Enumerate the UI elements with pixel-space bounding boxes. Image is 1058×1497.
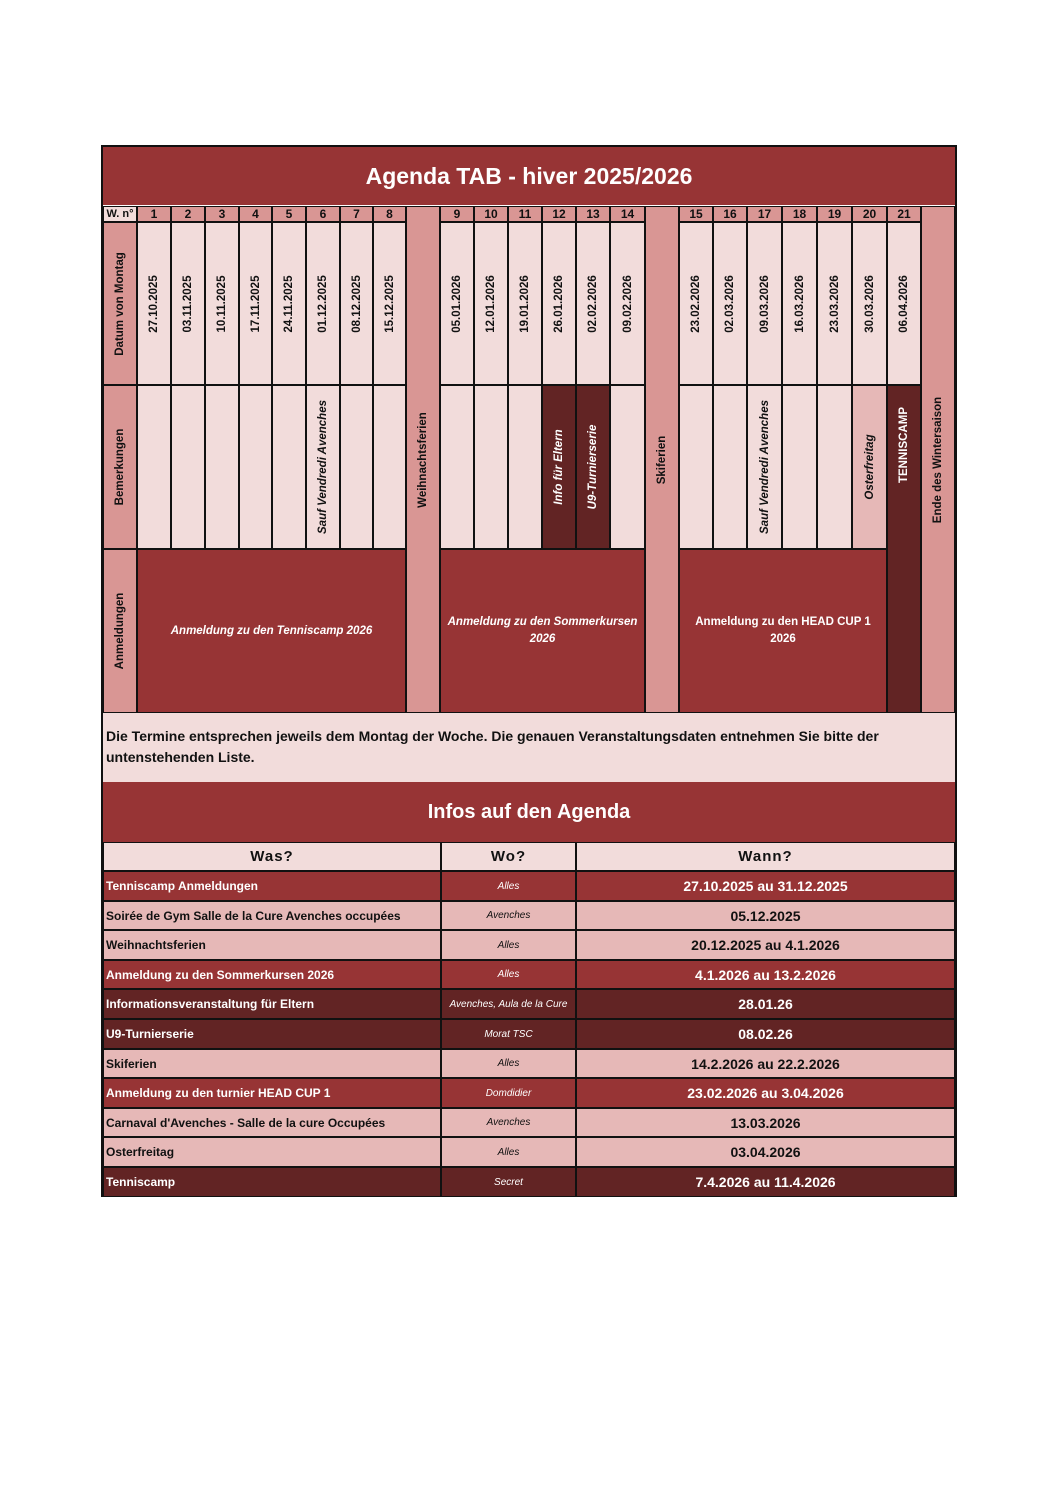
week-date — [239, 222, 272, 385]
info-row-when: 27.10.2025 au 31.12.2025 — [576, 871, 955, 901]
week-remark — [782, 385, 817, 549]
week-date-text: 15.12.2025 — [383, 274, 396, 333]
week-number: 8 — [373, 206, 406, 222]
week-date — [474, 222, 508, 385]
week-date — [171, 222, 205, 385]
date-row-label-text: Datum von Montag — [114, 251, 126, 356]
week-remark — [679, 385, 713, 549]
week-date — [440, 222, 474, 385]
week-number: 6 — [306, 206, 340, 222]
registration-banner: Anmeldung zu den Tenniscamp 2026 — [137, 549, 406, 713]
week-remark — [508, 385, 542, 549]
registration-banner: Anmeldung zu den Sommerkursen 2026 — [440, 549, 645, 713]
registration-banner: Anmeldung zu den HEAD CUP 1 2026 — [679, 549, 887, 713]
week-number: 20 — [852, 206, 887, 222]
week-remark — [474, 385, 508, 549]
week-remark — [610, 385, 645, 549]
col-header-was: Was? — [103, 842, 441, 871]
end-separator — [921, 206, 955, 713]
ski-separator — [645, 206, 679, 713]
week-remark-text: U9-Turnierserie — [587, 424, 599, 510]
week-number: 12 — [542, 206, 576, 222]
week-remark — [713, 385, 747, 549]
week-date-text: 02.03.2026 — [724, 274, 736, 333]
week-date-text: 23.02.2026 — [690, 274, 702, 333]
tenniscamp-text: TENNISCAMP — [898, 406, 910, 483]
week-number: 10 — [474, 206, 508, 222]
week-number: 15 — [679, 206, 713, 222]
week-remark — [340, 385, 373, 549]
week-remark — [373, 385, 406, 549]
info-row-where: Alles — [441, 1049, 576, 1078]
week-date — [373, 222, 406, 385]
info-row-what: Weihnachtsferien — [103, 930, 441, 960]
remarks-row-label — [103, 385, 137, 549]
info-row-when: 05.12.2025 — [576, 901, 955, 930]
week-date — [340, 222, 373, 385]
info-row-where: Alles — [441, 1137, 576, 1167]
week-date — [817, 222, 852, 385]
week-remark — [205, 385, 239, 549]
week-date — [576, 222, 610, 385]
info-row-what: Osterfreitag — [103, 1137, 441, 1167]
week-remark — [171, 385, 205, 549]
week-remark-text: Sauf Vendredi Avenches — [317, 400, 329, 534]
week-date-text: 12.01.2026 — [485, 274, 497, 333]
infos-title: Infos auf den Agenda — [103, 782, 955, 842]
week-date — [508, 222, 542, 385]
week-number: 3 — [205, 206, 239, 222]
tenniscamp-block — [887, 385, 921, 713]
info-row-where: Alles — [441, 960, 576, 989]
week-date — [306, 222, 340, 385]
week-remark — [576, 385, 610, 549]
info-row-where: Avenches — [441, 901, 576, 930]
week-date-text: 23.03.2026 — [828, 274, 841, 333]
week-date-text: 26.01.2026 — [553, 274, 565, 333]
col-header-wo: Wo? — [441, 842, 576, 871]
info-row-what: Carnaval d'Avenches - Salle de la cure Occupées — [103, 1108, 441, 1137]
info-row-where: Morat TSC — [441, 1019, 576, 1049]
week-number: 16 — [713, 206, 747, 222]
week-date — [852, 222, 887, 385]
week-number: 2 — [171, 206, 205, 222]
week-remark — [239, 385, 272, 549]
week-remark-text: Osterfreitag — [863, 434, 876, 500]
week-number: 4 — [239, 206, 272, 222]
week-remark — [852, 385, 887, 549]
week-date-text: 01.12.2025 — [317, 274, 329, 333]
week-remark — [137, 385, 171, 549]
week-remark — [747, 385, 782, 549]
info-row-when: 03.04.2026 — [576, 1137, 955, 1167]
info-row-what: Anmeldung zu den turnier HEAD CUP 1 — [103, 1078, 441, 1108]
week-date-text: 30.03.2026 — [863, 274, 876, 333]
week-date-text: 08.12.2025 — [350, 274, 363, 333]
info-row-when: 23.02.2026 au 3.04.2026 — [576, 1078, 955, 1108]
week-date-text: 19.01.2026 — [519, 274, 531, 333]
remarks-row-label-text: Bemerkungen — [114, 428, 126, 506]
col-header-wann: Wann? — [576, 842, 955, 871]
week-date-text: 17.11.2025 — [249, 275, 262, 332]
week-remark — [272, 385, 306, 549]
week-number: 13 — [576, 206, 610, 222]
week-date-text: 05.01.2026 — [451, 274, 463, 333]
info-row-when: 4.1.2026 au 13.2.2026 — [576, 960, 955, 989]
agenda-note: Die Termine entsprechen jeweils dem Montag der Woche. Die genauen Veranstaltungsdaten entnehmen Sie bitte der untenstehenden Liste. — [103, 713, 955, 782]
week-number: 1 — [137, 206, 171, 222]
week-remark — [817, 385, 852, 549]
week-date — [272, 222, 306, 385]
week-date-text: 09.02.2026 — [621, 274, 634, 333]
registrations-row-label — [103, 549, 137, 713]
christmas-separator-text: Weihnachtsferien — [417, 411, 429, 508]
week-date-text: 16.03.2026 — [793, 274, 806, 333]
week-number: 14 — [610, 206, 645, 222]
week-remark — [306, 385, 340, 549]
week-date-text: 24.11.2025 — [283, 275, 295, 332]
week-date — [713, 222, 747, 385]
week-remark-text: Sauf Vendredi Avenches — [758, 400, 771, 534]
ski-separator-text: Skiferien — [656, 435, 668, 484]
info-row-where: Secret — [441, 1167, 576, 1197]
week-remark — [542, 385, 576, 549]
week-date-text: 27.10.2025 — [148, 274, 160, 333]
info-row-what: Tenniscamp Anmeldungen — [103, 871, 441, 901]
week-number: 9 — [440, 206, 474, 222]
week-number: 21 — [887, 206, 921, 222]
week-date — [747, 222, 782, 385]
registrations-row-label-text: Anmeldungen — [114, 592, 126, 670]
christmas-separator — [406, 206, 440, 713]
info-row-what: Anmeldung zu den Sommerkursen 2026 — [103, 960, 441, 989]
week-number: 19 — [817, 206, 852, 222]
week-remark-text: Info für Eltern — [553, 429, 565, 505]
week-date-text: 09.03.2026 — [758, 274, 771, 333]
date-row-label — [103, 222, 137, 385]
week-date — [542, 222, 576, 385]
week-number: 18 — [782, 206, 817, 222]
week-number: 11 — [508, 206, 542, 222]
info-row-when: 13.03.2026 — [576, 1108, 955, 1137]
info-row-when: 7.4.2026 au 11.4.2026 — [576, 1167, 955, 1197]
week-number: 5 — [272, 206, 306, 222]
week-date — [610, 222, 645, 385]
week-number: 7 — [340, 206, 373, 222]
week-date — [782, 222, 817, 385]
info-row-where: Avenches, Aula de la Cure — [441, 989, 576, 1019]
week-number-label: W. n° — [103, 206, 137, 222]
info-row-what: Tenniscamp — [103, 1167, 441, 1197]
info-row-what: Soirée de Gym Salle de la Cure Avenches occupées — [103, 901, 441, 930]
info-row-when: 20.12.2025 au 4.1.2026 — [576, 930, 955, 960]
week-date — [887, 222, 921, 385]
week-date — [137, 222, 171, 385]
week-number: 17 — [747, 206, 782, 222]
week-date-text: 03.11.2025 — [182, 275, 194, 332]
info-row-when: 14.2.2026 au 22.2.2026 — [576, 1049, 955, 1078]
agenda-title: Agenda TAB - hiver 2025/2026 — [103, 147, 955, 205]
info-row-when: 08.02.26 — [576, 1019, 955, 1049]
info-row-where: Domdidier — [441, 1078, 576, 1108]
info-row-when: 28.01.26 — [576, 989, 955, 1019]
info-row-where: Alles — [441, 871, 576, 901]
week-date-text: 10.11.2025 — [216, 275, 228, 332]
week-remark — [440, 385, 474, 549]
info-row-where: Alles — [441, 930, 576, 960]
info-row-what: Skiferien — [103, 1049, 441, 1078]
week-date — [679, 222, 713, 385]
info-row-what: Informationsveranstaltung für Eltern — [103, 989, 441, 1019]
week-date-text: 02.02.2026 — [587, 274, 599, 333]
info-row-where: Avenches — [441, 1108, 576, 1137]
end-separator-text: Ende des Wintersaison — [932, 396, 944, 523]
week-date-text: 06.04.2026 — [898, 274, 910, 333]
week-date — [205, 222, 239, 385]
info-row-what: U9-Turnierserie — [103, 1019, 441, 1049]
